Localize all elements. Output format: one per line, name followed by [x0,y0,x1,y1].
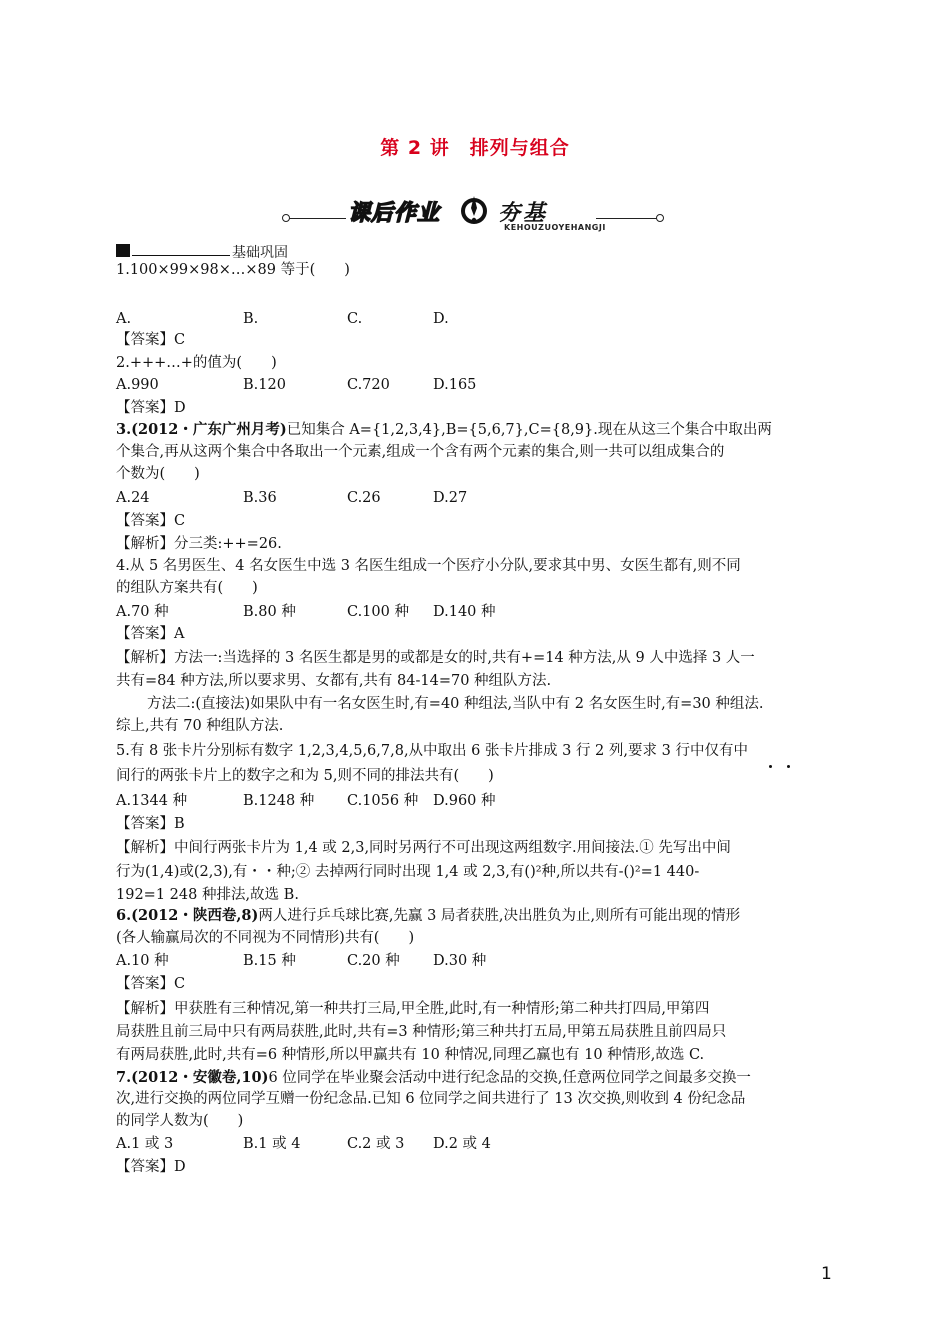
q7-option-c: C.2 或 3 [347,1136,405,1152]
q3-stem-text: 已知集合 A={1,2,3,4},B={5,6,7},C={8,9}.现在从这三个集合中取出两 [286,422,772,438]
q4-analysis-line-1: 【解析】方法一:当选择的 3 名医生都是男的或都是女的时,共有+=14 种方法,从 9 人中选择 3 人一 [116,650,755,666]
q6-option-d: D.30 种 [433,953,487,969]
q7-stem-line-1 [116,1068,751,1088]
q5-option-a: A.1344 种 [116,793,188,809]
q2-option-c: C.720 [347,377,390,393]
q1-option-a: A. [116,311,132,327]
q2-answer: 【答案】D [116,400,186,416]
page-number: 1 [821,1264,832,1284]
q6-option-a: A.10 种 [116,953,169,969]
q5-option-c: C.1056 种 [347,793,419,809]
q4-analysis-line-2: 共有=84 种方法,所以要求男、女都有,共有 84-14=70 种组队方法. [116,673,552,689]
q7-option-d: D.2 或 4 [433,1136,491,1152]
q6-analysis-line-2: 局获胜且前三局中只有两局获胜,此时,共有=3 种情形;第三种共打五局,甲第五局获胜且前四局只 [116,1024,727,1040]
banner-left-dot [282,214,290,222]
q3-source: 3.(2012・广东广州月考) [116,421,287,438]
q4-option-c: C.100 种 [347,604,409,620]
q5-option-d: D.960 种 [433,793,496,809]
q5-analysis-line-3: 192=1 248 种排法,故选 B. [116,887,299,903]
q6-source: 6.(2012・陕西卷,8) [116,907,259,924]
q5-analysis-line-1: 【解析】中间行两张卡片为 1,4 或 2,3,同时另两行不可出现这两组数字.用间接法.① 先写出中间 [116,840,731,856]
section-label: 基础巩固 [232,245,288,261]
banner-text-2: 夯基 [498,201,549,226]
section-square-icon [116,244,130,257]
q7-option-b: B.1 或 4 [243,1136,301,1152]
q1-answer: 【答案】C [116,332,186,348]
q3-stem-line-2: 个集合,再从这两个集合中各取出一个元素,组成一个含有两个元素的集合,则一共可以组成集合的 [116,444,725,460]
q7-stem-line-2: 次,进行交换的两位同学互赠一份纪念品.已知 6 位同学之间共进行了 13 次交换,则收到 4 份纪念品 [116,1091,746,1107]
q1-stem: 1.100×99×98×…×89 等于( ) [116,262,350,278]
q6-stem-line-1 [116,906,740,926]
q2-option-d: D.165 [433,377,477,393]
q5-stem-line-1: 5.有 8 张卡片分别标有数字 1,2,3,4,5,6,7,8,从中取出 6 张卡片排成 3 行 2 列,要求 3 行中仅有中 [116,743,748,759]
q4-analysis-line-3: 方法二:(直接法)如果队中有一名女医生时,有=40 种组法,当队中有 2 名女医生时,有=30 种组法. [147,696,764,712]
q6-stem-line-2: (各人输赢局次的不同视为不同情形)共有( ) [116,930,415,946]
q4-option-d: D.140 种 [433,604,496,620]
banner-pinyin: KEHOUZUOYEHANGJI [504,223,606,232]
q1-option-d: D. [433,311,449,327]
q2-option-b: B.120 [243,377,286,393]
q3-option-b: B.36 [243,490,277,506]
q4-stem-line-1: 4.从 5 名男医生、4 名女医生中选 3 名医生组成一个医疗小分队,要求其中男、女医生都有,则不同 [116,558,741,574]
q6-option-b: B.15 种 [243,953,296,969]
q2-stem: 2.+++…+的值为( ) [116,355,277,371]
banner-right-dot [656,214,664,222]
q3-stem-line-3: 个数为( ) [116,466,200,482]
emphasis-dot [769,765,772,768]
q6-option-c: C.20 种 [347,953,400,969]
q3-stem-line-1 [116,420,772,440]
q5-stem-line-2: 间行的两张卡片上的数字之和为 5,则不同的排法共有( ) [116,768,494,784]
q5-option-b: B.1248 种 [243,793,315,809]
q6-analysis-line-3: 有两局获胜,此时,共有=6 种情形,所以甲赢共有 10 种情况,同理乙赢也有 10 种情形,故选 C. [116,1047,705,1063]
q7-option-a: A.1 或 3 [116,1136,174,1152]
q3-analysis: 【解析】分三类:++=26. [116,536,282,552]
q3-option-d: D.27 [433,490,468,506]
q4-stem-line-2: 的组队方案共有( ) [116,580,258,596]
q6-answer: 【答案】C [116,976,186,992]
q1-option-c: C. [347,311,363,327]
q3-option-c: C.26 [347,490,381,506]
banner-text: 课后作业 [348,201,441,226]
q4-option-b: B.80 种 [243,604,296,620]
q1-option-b: B. [243,311,259,327]
emphasis-dot [787,765,790,768]
section-underline [132,255,230,256]
homework-banner [282,194,664,240]
q2-option-a: A.990 [116,377,159,393]
q7-source: 7.(2012・安徽卷,10) [116,1069,269,1086]
q5-analysis-line-2: 行为(1,4)或(2,3),有・・种;② 去掉两行同时出现 1,4 或 2,3,有()²种,所以共有-()²=1 440- [116,864,700,880]
pen-logo-icon [458,194,490,226]
q7-stem-line-3: 的同学人数为( ) [116,1113,244,1129]
q3-answer: 【答案】C [116,513,186,529]
q5-answer: 【答案】B [116,816,185,832]
q6-analysis-line-1: 【解析】甲获胜有三种情况,第一种共打三局,甲全胜,此时,有一种情形;第二种共打四局,甲第四 [116,1001,710,1017]
page-title: 第 2 讲 排列与组合 [380,137,570,159]
q4-analysis-line-4: 综上,共有 70 种组队方法. [116,718,284,734]
q6-stem-text: 两人进行乒乓球比赛,先赢 3 局者获胜,决出胜负为止,则所有可能出现的情形 [258,908,741,924]
q4-option-a: A.70 种 [116,604,169,620]
q7-stem-text: 6 位同学在毕业聚会活动中进行纪念品的交换,任意两位同学之间最多交换一 [268,1070,751,1086]
q4-answer: 【答案】A [116,626,185,642]
q3-option-a: A.24 [116,490,150,506]
q7-answer: 【答案】D [116,1159,186,1175]
